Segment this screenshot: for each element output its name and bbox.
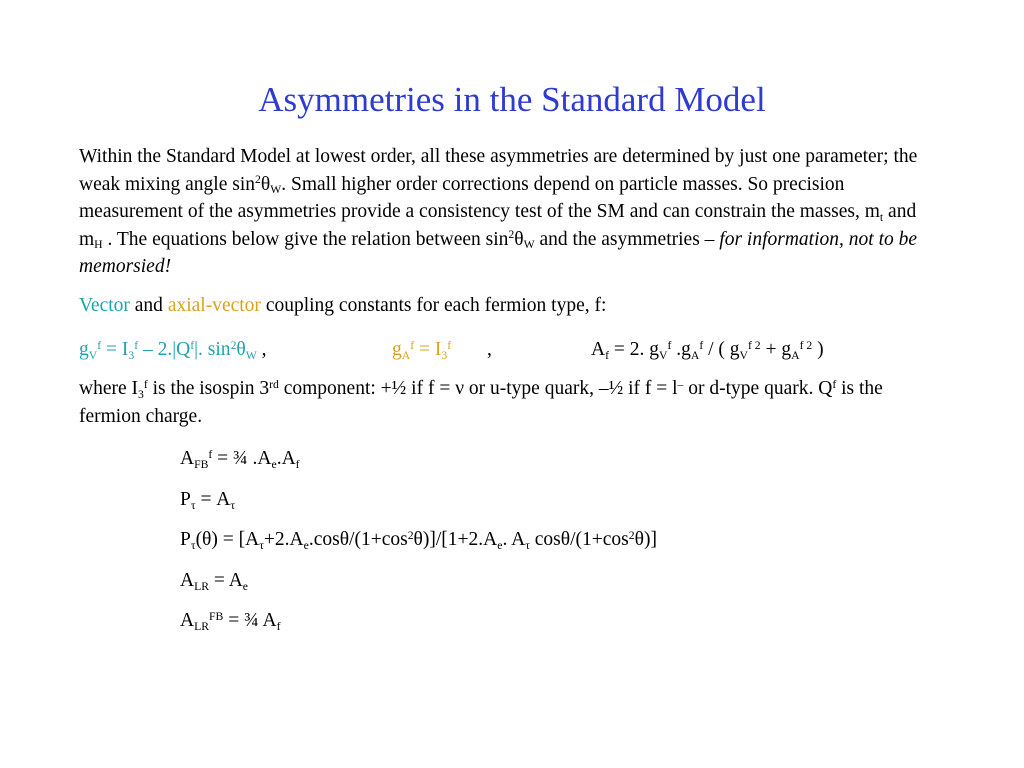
superscript: rd <box>269 377 279 391</box>
separator-comma: , <box>487 339 492 360</box>
superscript: f <box>667 338 672 352</box>
subscript: f <box>276 619 281 633</box>
superscript: f 2 <box>747 338 761 352</box>
text: P <box>180 529 191 550</box>
subscript: τ <box>190 498 196 512</box>
subscript: V <box>88 348 98 362</box>
equation-ptau <box>180 486 235 514</box>
subscript: f <box>605 348 609 362</box>
text: .g <box>671 339 691 360</box>
text: . A <box>502 529 526 550</box>
text: A <box>180 448 195 469</box>
subscript: A <box>690 348 700 362</box>
slide-title: Asymmetries in the Standard Model <box>258 80 766 119</box>
text: ) <box>812 339 824 360</box>
superscript: f <box>832 377 837 391</box>
text: is the isospin 3 <box>147 378 270 399</box>
superscript: 2 <box>508 228 515 242</box>
subscript: W <box>245 348 257 362</box>
subscript: 3 <box>138 387 144 401</box>
equation-afb <box>180 445 300 473</box>
equation-alr <box>180 567 248 595</box>
text: or d-type quark. Q <box>683 378 833 399</box>
vector-label: Vector <box>79 295 130 316</box>
text: .A <box>276 448 296 469</box>
intro-text-e: and the asymmetries – <box>534 228 720 250</box>
text: , <box>256 339 267 360</box>
subscript: e <box>271 457 277 471</box>
text: P <box>180 489 191 510</box>
superscript: FB <box>209 609 224 623</box>
subscript: V <box>659 348 668 362</box>
theta-symbol: θ <box>514 228 524 250</box>
text: = ¾ A <box>223 610 277 631</box>
theta-symbol: θ <box>260 173 271 195</box>
text: (θ) = [A <box>195 529 260 550</box>
superscript: f <box>134 338 139 352</box>
superscript: f <box>447 338 452 352</box>
superscript: 2 <box>230 338 237 352</box>
text: θ)] <box>634 529 657 550</box>
text: +2.A <box>263 529 304 550</box>
superscript: 2 <box>628 528 635 542</box>
intro-paragraph <box>79 143 919 281</box>
ga-equation <box>392 336 451 364</box>
text: and <box>129 295 168 316</box>
text: / ( g <box>703 339 740 360</box>
superscript: f <box>208 447 213 461</box>
text: g <box>392 339 402 360</box>
subscript: V <box>739 348 748 362</box>
equation-alr-fb <box>180 607 281 635</box>
gv-equation <box>79 336 267 364</box>
text: .cosθ/(1+cos <box>308 529 408 550</box>
subscript: FB <box>194 457 209 471</box>
text: A <box>591 339 606 360</box>
subscript: f <box>295 457 300 471</box>
text: = I <box>414 339 442 360</box>
text: = 2. g <box>609 339 659 360</box>
subscript: τ <box>259 538 264 552</box>
text: + g <box>760 339 792 360</box>
text: = ¾ .A <box>212 448 272 469</box>
intro-text-d: . The equations below give the relation between sin <box>102 228 509 250</box>
subscript: H <box>94 238 103 251</box>
text: coupling constants for each fermion type, f: <box>260 295 607 316</box>
axial-vector-label: axial-vector <box>167 295 261 316</box>
subscript: LR <box>194 579 210 593</box>
superscript: 2 <box>407 528 414 542</box>
subscript: A <box>791 348 800 362</box>
subscript: e <box>242 579 248 593</box>
text: |. sin <box>194 339 231 360</box>
subscript: A <box>401 348 411 362</box>
theta-symbol: θ <box>236 339 246 360</box>
superscript: f <box>699 338 704 352</box>
subscript: τ <box>525 538 530 552</box>
text: is the fermion charge. <box>79 378 883 427</box>
subscript: e <box>303 538 309 552</box>
subscript: W <box>270 183 282 196</box>
intro-text-b: . Small higher order corrections depend on particle masses. So precision measurement of the asymmetries provide a consistency test of the SM and can constrain the masses, m <box>79 173 880 222</box>
superscript: f <box>190 338 195 352</box>
text: θ)]/[1+2.A <box>413 529 498 550</box>
superscript: 2 <box>255 173 261 187</box>
subscript: LR <box>194 619 210 633</box>
subscript: τ <box>230 498 236 512</box>
subscript: 3 <box>128 348 135 362</box>
superscript: f <box>97 338 102 352</box>
text: A <box>180 610 195 631</box>
text: where I <box>79 378 139 399</box>
subscript: τ <box>190 538 196 552</box>
af-equation <box>591 336 824 364</box>
text: g <box>79 339 89 360</box>
coupling-paragraph <box>79 292 919 320</box>
subscript: t <box>879 210 884 224</box>
subscript: 3 <box>441 348 448 362</box>
superscript: f <box>410 338 415 352</box>
superscript: f 2 <box>799 338 813 352</box>
text: A <box>180 570 195 591</box>
text: = A <box>195 489 231 510</box>
intro-text-a: Within the Standard Model at lowest order, all these asymmetries are determined by just one parameter; the weak mixing angle sin <box>79 146 918 195</box>
superscript: – <box>677 377 684 391</box>
text: component: +½ if f = ν or u-type quark, –½ if f = l <box>278 378 678 399</box>
intro-text-c: and m <box>79 201 917 250</box>
italic-note: for information, not to be memorsied! <box>79 228 918 277</box>
text: = A <box>209 570 243 591</box>
isospin-paragraph <box>79 375 919 430</box>
subscript: W <box>523 238 535 251</box>
text: – 2.|Q <box>138 339 191 360</box>
equation-ptau-theta <box>180 526 657 554</box>
superscript: f <box>143 377 148 391</box>
subscript: e <box>497 538 503 552</box>
text: cosθ/(1+cos <box>529 529 629 550</box>
text: = I <box>101 339 129 360</box>
